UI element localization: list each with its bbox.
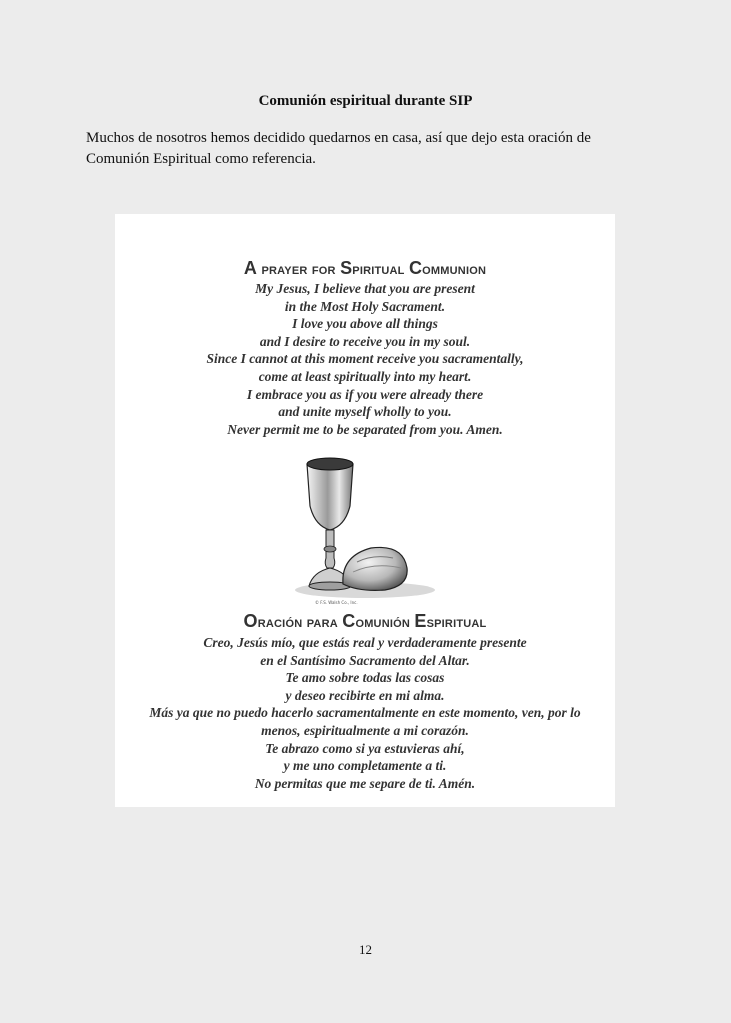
- prayer-line: and I desire to receive you in my soul.: [259, 333, 471, 349]
- document-title: Comunión espiritual durante SIP: [258, 93, 473, 109]
- prayer-line: and unite myself wholly to you.: [278, 404, 452, 420]
- prayer-card: [115, 214, 615, 807]
- prayer-line: No permitas que me separe de ti. Amén.: [254, 775, 476, 791]
- chalice-rim: [307, 458, 353, 470]
- intro-paragraph: Muchos de nosotros hemos decidido quedarnos en casa, así que dejo esta oración de Comunión Espiritual como referencia.: [86, 130, 591, 167]
- prayer-line: Since I cannot at this moment receive you sacramentally,: [206, 351, 524, 367]
- prayer-line: I embrace you as if you were already there: [246, 386, 484, 402]
- bread-loaf: [343, 547, 407, 590]
- chalice-and-bread-illustration: [285, 450, 445, 608]
- prayer-line: come at least spiritually into my heart.: [258, 368, 472, 384]
- prayer-line: Never permit me to be separated from you. Amen.: [227, 421, 503, 437]
- prayer-line: en el Santísimo Sacramento del Altar.: [260, 652, 470, 668]
- prayer-body-es: [115, 634, 615, 792]
- prayer-line: My Jesus, I believe that you are present: [255, 281, 475, 296]
- page-number: 12: [359, 942, 372, 957]
- prayer-line: Creo, Jesús mío, que estás real y verdaderamente presente: [203, 635, 527, 650]
- prayer-line: y deseo recibirte en mi alma.: [285, 687, 445, 703]
- illustration-credit: © F.S. Walsh Co., Inc.: [315, 600, 358, 605]
- prayer-line: Más ya que no puedo hacerlo sacramentalmente en este momento, ven, por lo: [149, 705, 581, 721]
- prayer-line: Te abrazo como si ya estuvieras ahí,: [265, 740, 465, 756]
- prayer-title-es: Oración para Comunión Espiritual: [243, 611, 487, 631]
- prayer-line: Te amo sobre todas las cosas: [285, 670, 445, 686]
- prayer-line: y me uno completamente a ti.: [283, 758, 447, 774]
- prayer-line: I love you above all things: [292, 316, 438, 332]
- prayer-title-en: A prayer for Spiritual Communion: [243, 258, 487, 278]
- chalice-cup: [307, 461, 353, 530]
- prayer-body-en: [115, 280, 615, 438]
- prayer-line: menos, espiritualmente a mi corazón.: [261, 722, 469, 738]
- prayer-line: in the Most Holy Sacrament.: [284, 298, 446, 314]
